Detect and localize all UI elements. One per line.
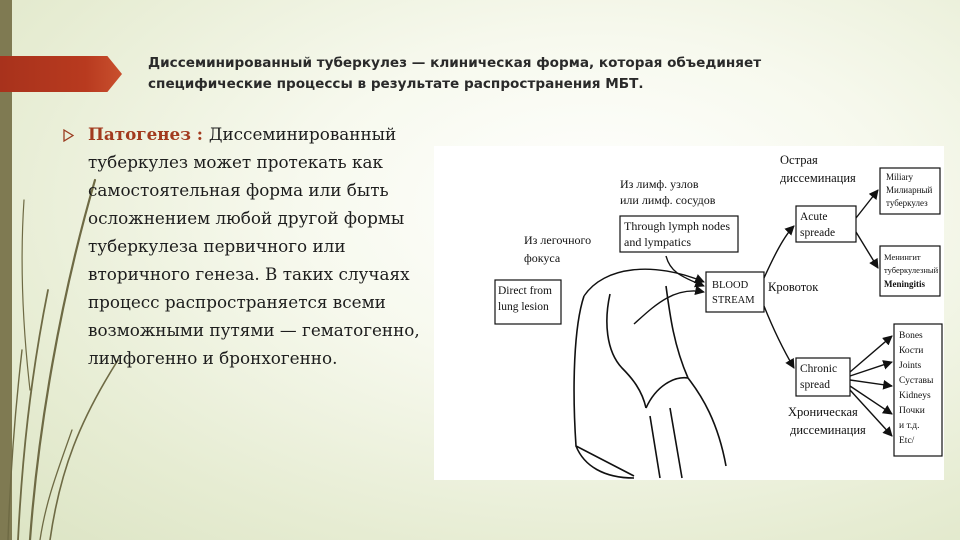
from-lung-ru-2: фокуса	[524, 251, 561, 265]
miliary-3: туберкулез	[886, 198, 928, 208]
lung-sketch	[574, 286, 726, 478]
through-lymph-1: Through lymph nodes	[624, 219, 730, 233]
blood-to-chronic-arrow	[764, 306, 794, 368]
title-line-2: специфические процессы в результате распространения МБТ.	[148, 76, 644, 92]
miliary-1: Miliary	[886, 172, 913, 182]
chronic-1: Chronic	[800, 363, 838, 375]
organ-item: Kidneys	[899, 391, 931, 401]
acute-ru-1: Острая	[780, 153, 818, 167]
meningitis-3: Meningitis	[884, 279, 926, 289]
blood-stream-2: STREAM	[712, 295, 755, 306]
organ-item: и т.д.	[899, 421, 920, 431]
chronic-to-kidneys-arrow	[850, 380, 892, 386]
organ-item: Etc/	[899, 436, 915, 446]
title-line-1: Диссеминированный туберкулез — клиническая форма, которая объединяет	[148, 55, 762, 71]
krovotok-label: Кровоток	[768, 280, 819, 294]
chronic-ru-1: Хроническая	[788, 405, 858, 419]
meningitis-2: туберкулезный	[884, 265, 939, 275]
miliary-2: Милиарный	[886, 185, 933, 195]
direct-lung-1: Direct from	[498, 285, 552, 297]
from-lymph-ru-1: Из лимф. узлов	[620, 177, 699, 191]
acute-2: spreade	[800, 227, 836, 239]
dissemination-diagram	[434, 146, 944, 480]
meningitis-1: Менингит	[884, 252, 921, 262]
acute-1: Acute	[800, 211, 828, 223]
acute-to-meningitis-arrow	[856, 232, 878, 268]
direct-lung-2: lung lesion	[498, 301, 549, 313]
organ-item: Bones	[899, 331, 923, 341]
blood-to-acute-arrow	[764, 226, 794, 278]
chronic-2: spread	[800, 379, 831, 391]
organ-item: Joints	[899, 361, 922, 371]
acute-ru-2: диссеминация	[780, 171, 856, 185]
through-lymph-2: and lympatics	[624, 235, 691, 249]
from-lymph-ru-2: или лимф. сосудов	[620, 193, 716, 207]
pathogenesis-text: Диссеминированный туберкулез может протекать как самостоятельная форма или быть осложнением любой другой формы туберкулеза первичного или вторичного генеза. В таких случаях процесс распространяется всеми возможными путями — гематогенно, лимфогенно и бронхогенно.	[88, 124, 420, 368]
organ-item: Кости	[899, 346, 924, 356]
pathogenesis-label: Патогенез :	[88, 124, 209, 144]
acute-to-miliary-arrow	[856, 190, 878, 218]
slide-title	[148, 53, 928, 95]
bullet-icon	[63, 129, 75, 143]
organ-item: Почки	[899, 406, 925, 416]
blood-stream-1: BLOOD	[712, 280, 749, 291]
title-accent-bar	[0, 56, 122, 92]
lymph-to-blood-arrow	[666, 256, 704, 286]
chronic-to-joints-arrow	[850, 362, 892, 376]
organ-item: Суставы	[899, 376, 934, 386]
pathogenesis-paragraph	[88, 120, 433, 372]
blood-stream-box	[706, 272, 764, 312]
from-lung-ru-1: Из легочного	[524, 233, 592, 247]
chronic-ru-2: диссеминация	[790, 423, 866, 437]
chronic-to-bones-arrow	[850, 336, 892, 372]
